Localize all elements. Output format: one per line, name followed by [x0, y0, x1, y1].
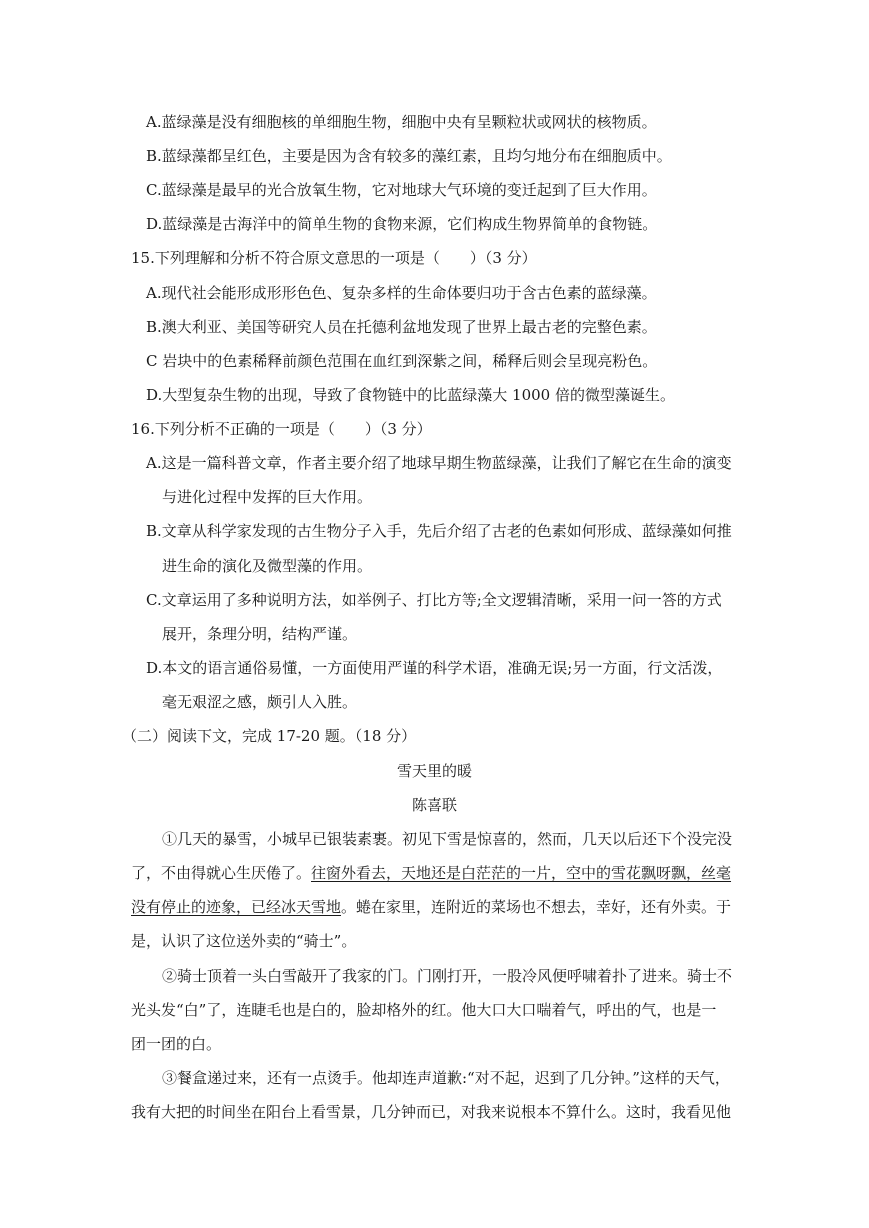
paragraph-1-line-3: 没有停止的迹象，已经冰天雪地。蜷在家里，连附近的菜场也不想去，幸好，还有外卖。于 [131, 898, 732, 916]
q15-stem: 15.下列理解和分析不符合原文意思的一项是（ ）（3 分） [131, 249, 537, 267]
underlined-sentence-part-2: 没有停止的迹象，已经冰天雪地 [131, 898, 342, 916]
q16-option-a-line2: 与进化过程中发挥的巨大作用。 [162, 488, 373, 506]
q16-option-c-line1: C.文章运用了多种说明方法，如举例子、打比方等;全文逻辑清晰，采用一问一答的方式 [146, 591, 722, 609]
q16-stem: 16.下列分析不正确的一项是（ ）（3 分） [131, 420, 432, 438]
section-heading: （二）阅读下文，完成 17-20 题。（18 分） [122, 727, 417, 745]
paragraph-1-line-4: 是，认识了这位送外卖的“骑士”。 [131, 932, 357, 950]
q16-option-b-line1: B.文章从科学家发现的古生物分子入手，先后介绍了古老的色素如何形成、蓝绿藻如何推 [146, 522, 732, 540]
q16-option-b-line2: 进生命的演化及微型藻的作用。 [162, 557, 373, 575]
q16-option-d-line2: 毫无艰涩之感，颇引人入胜。 [162, 693, 358, 711]
q16-option-d-line1: D.本文的语言通俗易懂，一方面使用严谨的科学术语，准确无误;另一方面，行文活泼， [146, 659, 723, 677]
paragraph-3-line-2: 我有大把的时间坐在阳台上看雪景，几分钟而已，对我来说根本不算什么。这时，我看见他 [131, 1103, 732, 1121]
q15-option-a: A.现代社会能形成形形色色、复杂多样的生命体要归功于含古色素的蓝绿藻。 [146, 284, 657, 302]
q14-option-a: A.蓝绿藻是没有细胞核的单细胞生物，细胞中央有呈颗粒状或网状的核物质。 [146, 113, 657, 131]
passage-author: 陈喜联 [411, 796, 457, 814]
q16-option-c-line2: 展开，条理分明，结构严谨。 [162, 625, 358, 643]
paragraph-1-line-2: 了，不由得就心生厌倦了。往窗外看去，天地还是白茫茫的一片，空中的雪花飘呀飘，丝毫 [131, 864, 732, 882]
q15-option-d: D.大型复杂生物的出现，导致了食物链中的比蓝绿藻大 1000 倍的微型藻诞生。 [146, 386, 675, 404]
q16-option-a-line1: A.这是一篇科普文章，作者主要介绍了地球早期生物蓝绿藻，让我们了解它在生命的演变 [146, 454, 732, 472]
paragraph-2-line-2: 光头发“白”了，连睫毛也是白的，脸却格外的红。他大口大口喘着气，呼出的气，也是一 [131, 1001, 717, 1019]
paragraph-1-line-1: ①几天的暴雪，小城早已银装素裹。初见下雪是惊喜的，然而，几天以后还下个没完没 [162, 830, 733, 848]
paragraph-2-line-1: ②骑士顶着一头白雪敲开了我家的门。门刚打开，一股冷风便呼啸着扑了进来。骑士不 [162, 967, 733, 985]
paragraph-3-line-1: ③餐盒递过来，还有一点烫手。他却连声道歉:“对不起，迟到了几分钟。”这样的天气， [162, 1069, 730, 1087]
passage-title: 雪天里的暖 [396, 762, 472, 780]
q14-option-b: B.蓝绿藻都呈红色，主要是因为含有较多的藻红素，且均匀地分布在细胞质中。 [146, 147, 672, 165]
q15-option-c: C 岩块中的色素稀释前颜色范围在血红到深紫之间，稀释后则会呈现亮粉色。 [146, 352, 658, 370]
underlined-sentence-part-1: 往窗外看去，天地还是白茫茫的一片，空中的雪花飘呀飘，丝毫 [311, 864, 732, 882]
q14-option-c: C.蓝绿藻是最早的光合放氧生物，它对地球大气环境的变迁起到了巨大作用。 [146, 181, 657, 199]
q14-option-d: D.蓝绿藻是古海洋中的简单生物的食物来源，它们构成生物界简单的食物链。 [146, 215, 658, 233]
q15-option-b: B.澳大利亚、美国等研究人员在托德利盆地发现了世界上最古老的完整色素。 [146, 318, 657, 336]
paragraph-2-line-3: 团一团的白。 [131, 1035, 222, 1053]
